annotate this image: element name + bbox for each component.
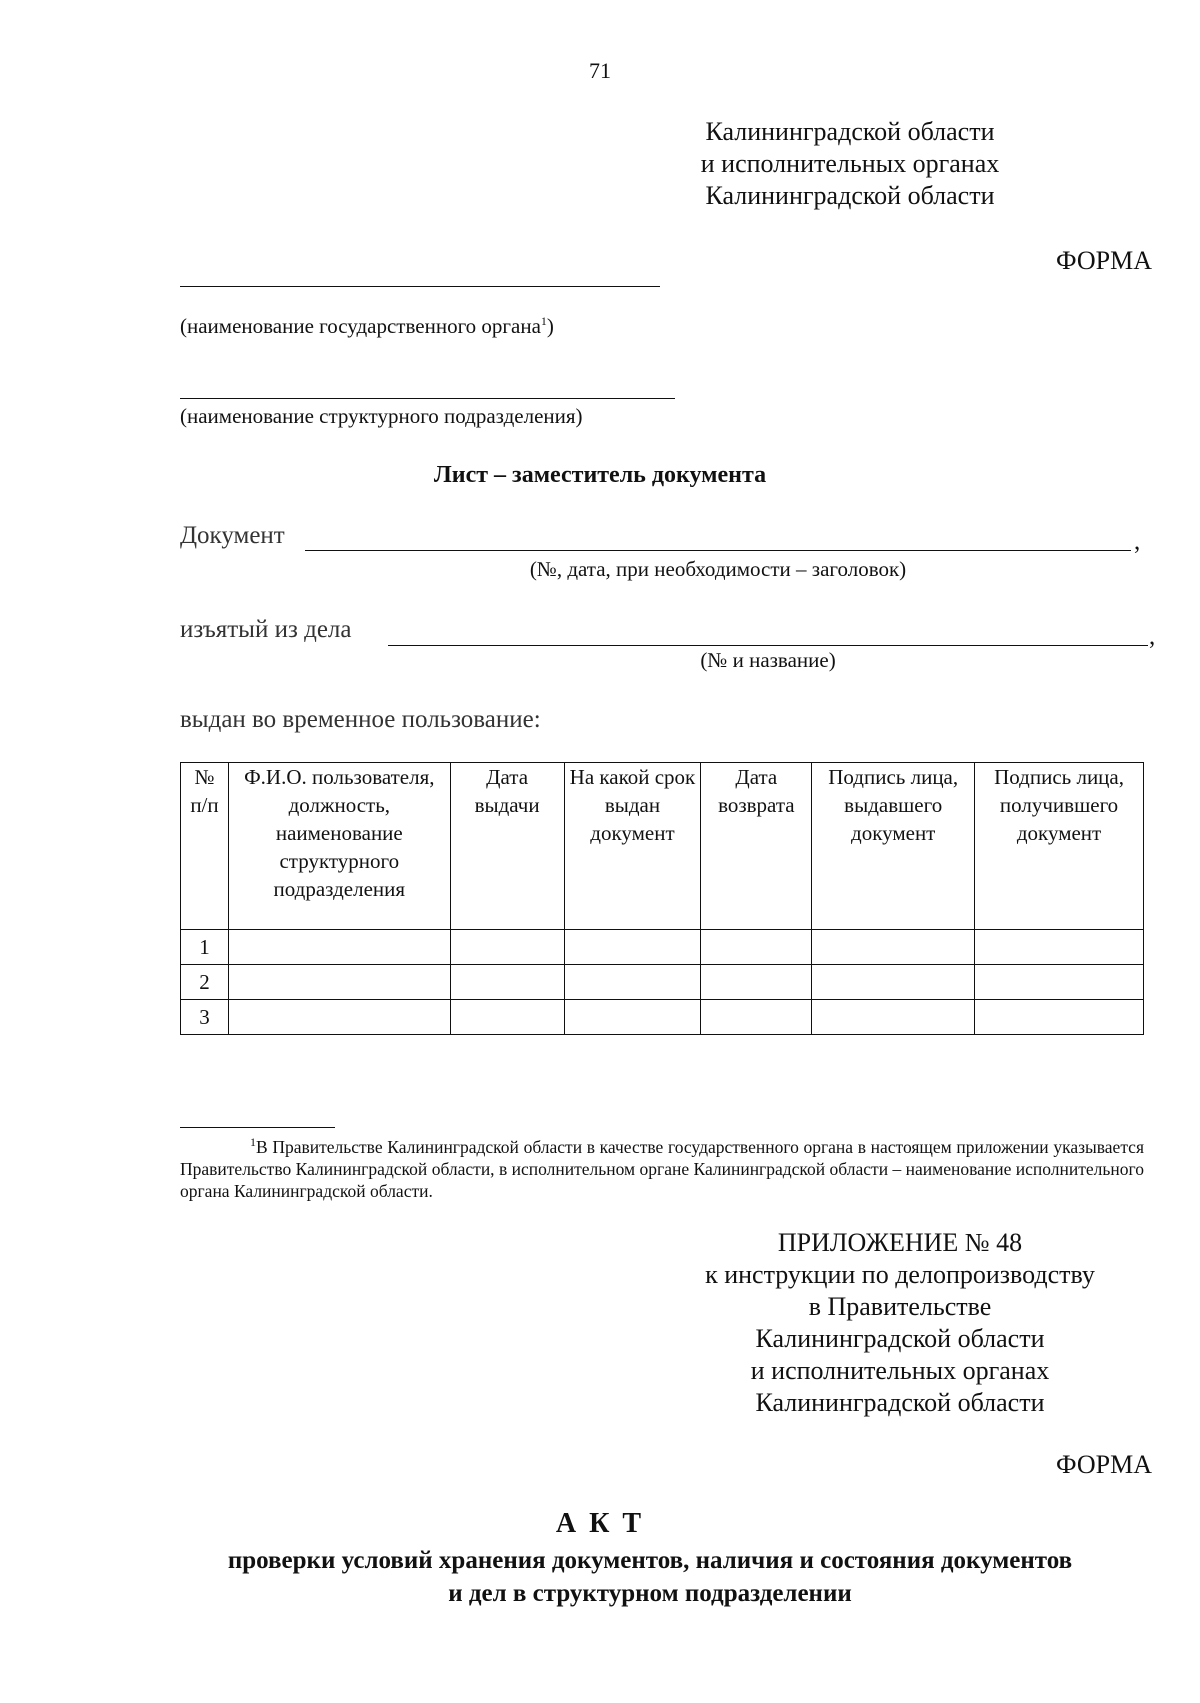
appendix-line: и исполнительных органах — [750, 1356, 1050, 1385]
table-cell — [450, 965, 564, 1000]
case-label: изъятый из дела — [180, 616, 352, 643]
act-title: А К Т — [555, 1508, 645, 1539]
table-cell — [228, 965, 450, 1000]
addressee-line: Калининградской области — [705, 181, 995, 210]
document-label: Документ — [180, 522, 285, 549]
table-cell — [228, 930, 450, 965]
table-cell — [701, 965, 812, 1000]
table-cell — [564, 965, 701, 1000]
table-header-row — [181, 763, 1144, 930]
footnote — [180, 1131, 1144, 1202]
table-cell — [812, 965, 975, 1000]
form-label-2: ФОРМА — [1056, 1450, 1152, 1479]
case-comma: , — [1149, 623, 1156, 650]
col-header-term: На какой срок выдан документ — [564, 763, 701, 930]
appendix-line: к инструкции по делопроизводству — [705, 1260, 1095, 1289]
subdivision-caption: (наименование структурного подразделения) — [180, 404, 583, 428]
row-number: 1 — [181, 930, 229, 965]
page-number: 71 — [589, 58, 611, 83]
act-subtitle-line: и дел в структурном подразделении — [448, 1580, 852, 1607]
table-cell — [701, 930, 812, 965]
col-header-issue-date: Дата выдачи — [450, 763, 564, 930]
document-comma: , — [1134, 528, 1141, 555]
table-cell — [975, 930, 1144, 965]
table-cell — [564, 930, 701, 965]
table-row — [181, 1000, 1144, 1035]
document-hint: (№, дата, при необходимости – заголовок) — [529, 557, 907, 581]
document-blank-line — [305, 550, 1131, 551]
case-hint: (№ и название) — [700, 648, 836, 672]
addressee-line: и исполнительных органах — [700, 149, 1000, 178]
table-cell — [564, 1000, 701, 1035]
table-cell — [450, 1000, 564, 1035]
subdivision-blank-line — [180, 398, 675, 399]
gov-body-caption: (наименование государственного органа$^1$) — [180, 314, 554, 338]
row-number: 3 — [181, 1000, 229, 1035]
table-cell — [450, 930, 564, 965]
table-cell — [812, 1000, 975, 1035]
footnote-text: В Правительстве Калининградской области в качестве государственного органа в настоящем приложении указывается Правительство Калининградской области, в исполнительном органе Калининградской области – наименование исполнительного органа Калининградской области. — [180, 1136, 1144, 1201]
appendix-block — [700, 1227, 1100, 1419]
col-header-issuer-signature: Подпись лица, выдавшего документ — [812, 763, 975, 930]
table-cell — [812, 930, 975, 965]
form-label: ФОРМА — [1056, 246, 1152, 275]
col-header-receiver-signature: Подпись лица, получившего документ — [975, 763, 1144, 930]
col-header-return-date: Дата возврата — [701, 763, 812, 930]
case-blank-line — [388, 645, 1148, 646]
table-row — [181, 930, 1144, 965]
appendix-line: Калининградской области — [755, 1388, 1045, 1417]
table-cell — [228, 1000, 450, 1035]
appendix-title: ПРИЛОЖЕНИЕ № 48 — [777, 1228, 1023, 1257]
addressee-block — [600, 116, 1100, 212]
addressee-line: Калининградской области — [705, 117, 995, 146]
appendix-line: Калининградской области — [755, 1324, 1045, 1353]
act-subtitle-line: проверки условий хранения документов, наличия и состояния документов — [227, 1547, 1073, 1574]
table-cell — [701, 1000, 812, 1035]
table-cell — [975, 965, 1144, 1000]
gov-body-blank-line — [180, 286, 660, 287]
footnote-separator — [180, 1127, 335, 1128]
act-subtitle — [150, 1544, 1150, 1610]
appendix-line: в Правительстве — [808, 1292, 992, 1321]
table-row — [181, 965, 1144, 1000]
col-header-number: № п/п — [181, 763, 229, 930]
footnote-marker: 1 — [250, 1135, 256, 1149]
table-cell — [975, 1000, 1144, 1035]
issued-label: выдан во временное пользование: — [180, 706, 541, 733]
issue-table — [180, 762, 1144, 1035]
row-number: 2 — [181, 965, 229, 1000]
sheet-title: Лист – заместитель документа — [433, 462, 767, 488]
col-header-user: Ф.И.О. пользователя, должность, наименование структурного подразделения — [228, 763, 450, 930]
footnote-ref: 1 — [540, 314, 547, 328]
